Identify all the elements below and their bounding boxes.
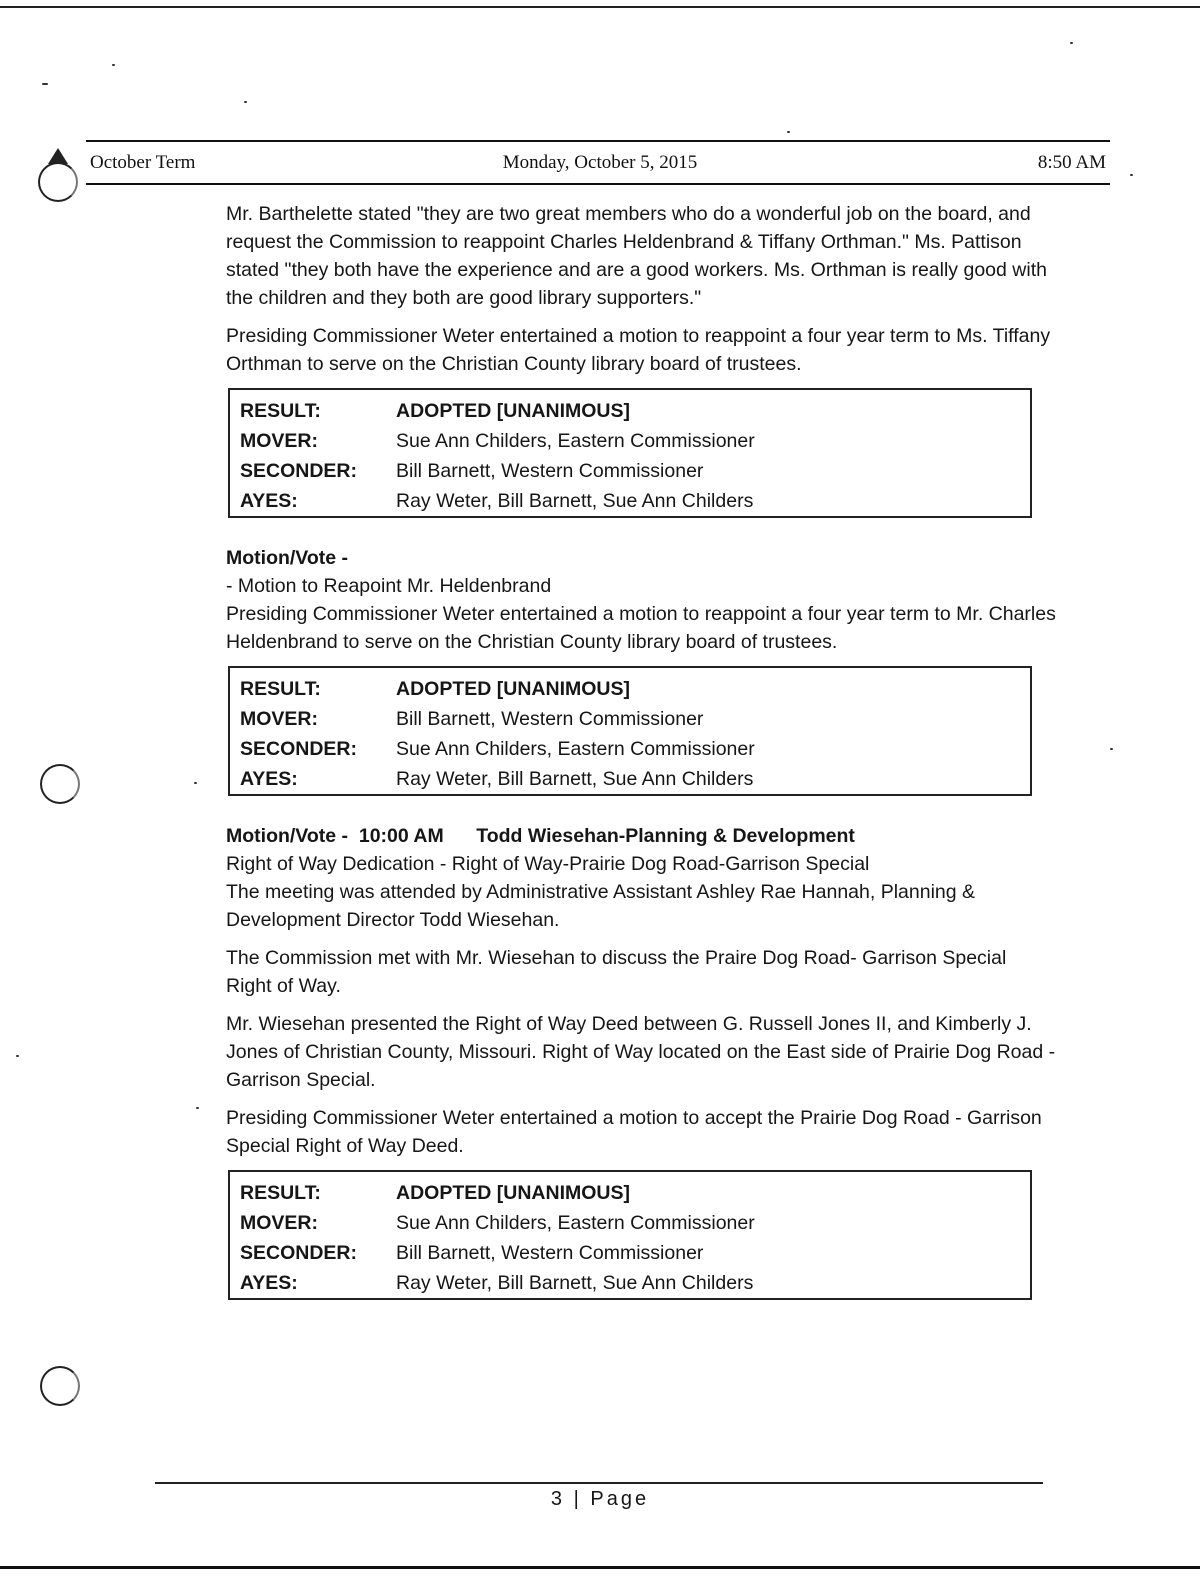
bottom-scan-edge bbox=[0, 1566, 1200, 1569]
result-value: ADOPTED [UNANIMOUS] bbox=[396, 678, 630, 700]
result-value: ADOPTED [UNANIMOUS] bbox=[396, 400, 630, 422]
ayes-label: AYES: bbox=[240, 490, 298, 512]
seconder-value: Sue Ann Childers, Eastern Commissioner bbox=[396, 738, 755, 760]
meeting-time: 8:50 AM bbox=[1037, 152, 1106, 173]
mover-value: Bill Barnett, Western Commissioner bbox=[396, 708, 704, 730]
section-subtitle: - Motion to Reapoint Mr. Heldenbrand bbox=[226, 575, 552, 597]
vote-row-mover bbox=[230, 426, 1030, 456]
seconder-value: Bill Barnett, Western Commissioner bbox=[396, 1242, 704, 1264]
seconder-value: Bill Barnett, Western Commissioner bbox=[396, 460, 704, 482]
ayes-label: AYES: bbox=[240, 768, 298, 790]
mover-label: MOVER: bbox=[240, 1212, 318, 1234]
header-rule-bottom bbox=[86, 183, 1110, 185]
paragraph-attendance: The meeting was attended by Administrative Assistant Ashley Rae Hannah, Planning & Development Director Todd Wiesehan. bbox=[226, 881, 976, 931]
mover-label: MOVER: bbox=[240, 430, 318, 452]
vote-row-seconder bbox=[230, 456, 1030, 486]
mover-value: Sue Ann Childers, Eastern Commissioner bbox=[396, 430, 755, 452]
ayes-value: Ray Weter, Bill Barnett, Sue Ann Childers bbox=[396, 768, 754, 790]
scan-speck bbox=[1130, 174, 1133, 176]
mover-label: MOVER: bbox=[240, 708, 318, 730]
section-title: Motion/Vote - 10:00 AM Todd Wiesehan-Planning & Development bbox=[226, 825, 855, 847]
vote-row-ayes bbox=[230, 1268, 1030, 1298]
vote-row-seconder bbox=[230, 1238, 1030, 1268]
scan-speck bbox=[1110, 748, 1113, 750]
paragraph-statements: Mr. Barthelette stated "they are two great members who do a wonderful job on the board, and request the Commission to reappoint Charles Heldenbrand & Tiffany Orthman." Ms. Pattison stated "they both have the experience and are a good workers. Ms. Orthman is really good with the children and they both are good library supporters." bbox=[226, 203, 1047, 309]
vote-result-table bbox=[228, 666, 1032, 796]
seconder-label: SECONDER: bbox=[240, 460, 358, 482]
ayes-label: AYES: bbox=[240, 1272, 298, 1294]
scan-speck bbox=[244, 101, 247, 103]
section-title: Motion/Vote - bbox=[226, 547, 349, 569]
vote-row-ayes bbox=[230, 764, 1030, 794]
vote-row-mover bbox=[230, 704, 1030, 734]
scan-speck bbox=[112, 64, 115, 66]
meeting-date: Monday, October 5, 2015 bbox=[502, 152, 698, 173]
scan-speck bbox=[196, 1107, 199, 1109]
minutes-body bbox=[226, 200, 1056, 1326]
vote-row-mover bbox=[230, 1208, 1030, 1238]
scan-speck bbox=[1070, 42, 1073, 44]
section-subtitle: Right of Way Dedication - Right of Way-Prairie Dog Road-Garrison Special bbox=[226, 853, 870, 875]
seconder-label: SECONDER: bbox=[240, 1242, 358, 1264]
vote-row-ayes bbox=[230, 486, 1030, 516]
seconder-label: SECONDER: bbox=[240, 738, 358, 760]
vote-row-result bbox=[230, 396, 1030, 426]
vote-result-table bbox=[228, 388, 1032, 518]
scan-speck bbox=[42, 83, 48, 85]
mover-value: Sue Ann Childers, Eastern Commissioner bbox=[396, 1212, 755, 1234]
paragraph-deed: Mr. Wiesehan presented the Right of Way Deed between G. Russell Jones II, and Kimberly J. Jones of Christian County, Missouri. Right of Way located on the East side of Prairie Dog Road - Garrison Special. bbox=[226, 1013, 1056, 1091]
vote-row-result bbox=[230, 1178, 1030, 1208]
footer-rule bbox=[155, 1482, 1043, 1484]
paragraph-motion-heldenbrand: Presiding Commissioner Weter entertained a motion to reappoint a four year term to Mr. Charles Heldenbrand to serve on the Christian County library board of trustees. bbox=[226, 603, 1056, 653]
page-number: 3 | Page bbox=[550, 1488, 650, 1510]
paragraph-motion-deed: Presiding Commissioner Weter entertained a motion to accept the Prairie Dog Road - Garrison Special Right of Way Deed. bbox=[226, 1107, 1042, 1157]
term-label: October Term bbox=[90, 152, 196, 173]
paragraph-discussion: The Commission met with Mr. Wiesehan to discuss the Praire Dog Road- Garrison Special Right of Way. bbox=[226, 947, 1007, 997]
vote-row-seconder bbox=[230, 734, 1030, 764]
ayes-value: Ray Weter, Bill Barnett, Sue Ann Childers bbox=[396, 1272, 754, 1294]
result-label: RESULT: bbox=[240, 400, 321, 422]
scan-speck bbox=[194, 782, 197, 784]
ayes-value: Ray Weter, Bill Barnett, Sue Ann Childers bbox=[396, 490, 754, 512]
vote-result-table bbox=[228, 1170, 1032, 1300]
result-label: RESULT: bbox=[240, 678, 321, 700]
vote-row-result bbox=[230, 674, 1030, 704]
top-scan-edge bbox=[0, 6, 1200, 8]
header-rule-top bbox=[86, 140, 1110, 142]
paragraph-motion-orthman: Presiding Commissioner Weter entertained a motion to reappoint a four year term to Ms. Tiffany Orthman to serve on the Christian County library board of trustees. bbox=[226, 325, 1051, 375]
scan-speck bbox=[16, 1055, 19, 1057]
result-value: ADOPTED [UNANIMOUS] bbox=[396, 1182, 630, 1204]
scan-speck bbox=[787, 131, 790, 133]
binder-hole-bottom bbox=[40, 1366, 80, 1406]
result-label: RESULT: bbox=[240, 1182, 321, 1204]
binder-hole-middle bbox=[40, 764, 80, 804]
